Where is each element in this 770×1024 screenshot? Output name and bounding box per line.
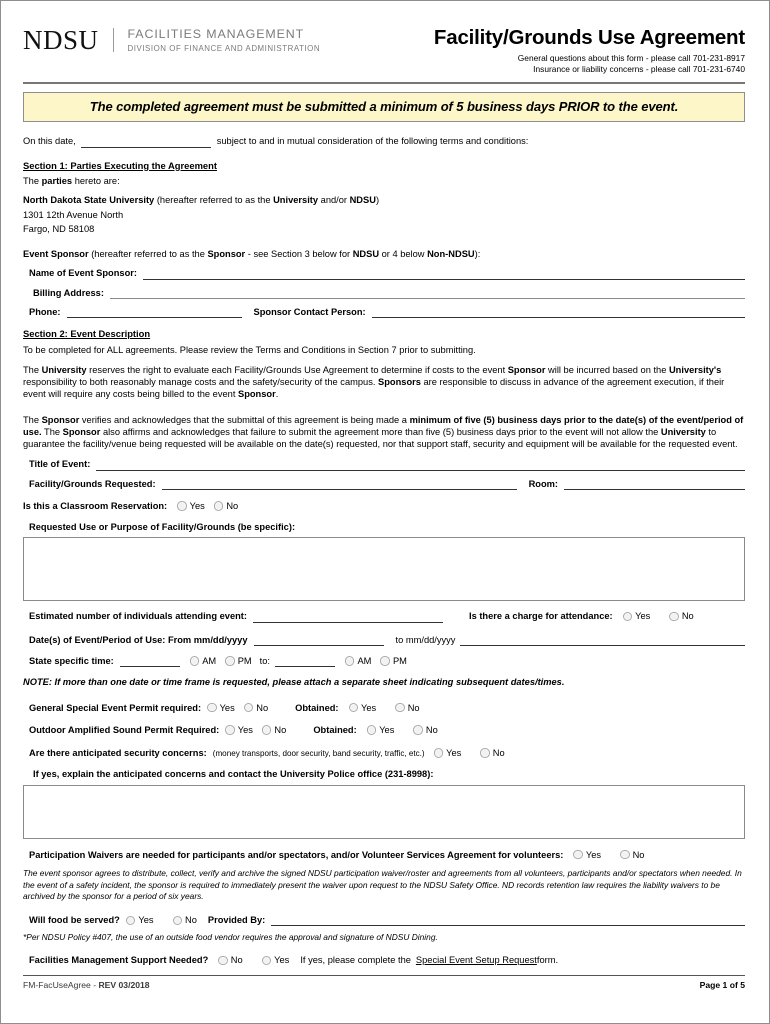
option-label: No <box>230 955 243 966</box>
permit-no-option[interactable] <box>240 702 273 714</box>
university-name-line: North Dakota State University (hereafter referred to as the University and/or NDSU) <box>23 195 380 206</box>
time-end-input[interactable] <box>275 655 335 667</box>
brand-lockup <box>23 27 320 54</box>
provided-by-input[interactable] <box>271 914 745 926</box>
radio-icon[interactable] <box>480 748 490 758</box>
charge-label: Is there a charge for attendance: <box>469 611 613 622</box>
time-label: State specific time: <box>29 656 114 667</box>
option-label: Yes <box>138 915 154 926</box>
parties-intro: The parties hereto are: <box>23 176 120 187</box>
radio-icon[interactable] <box>214 501 224 511</box>
section-2-paragraph-2: The Sponsor verifies and acknowledges that the submittal of this agreement is being made a minimum of five (5) business days prior to the date(s) of the event/period of use. The Sponsor also affirms and acknowledges that failure to submit the agreement more than five (5) business days prior to the event will not allow the University to guarantee the facility/venue being requested will be available on the date(s) requested, nor that support staff, security and equipment will be available for the requested event. <box>23 414 744 450</box>
page-number: Page 1 of 5 <box>699 980 745 991</box>
radio-icon[interactable] <box>244 703 254 713</box>
permit-yes-option[interactable] <box>207 702 240 714</box>
radio-icon[interactable] <box>262 725 272 735</box>
option-label: Yes <box>219 702 235 713</box>
radio-icon[interactable] <box>218 956 228 966</box>
phone-contact-row <box>23 306 745 318</box>
security-explain-block <box>23 768 745 838</box>
title-block <box>434 27 745 75</box>
end-am-option[interactable] <box>345 655 376 667</box>
option-label: No <box>492 748 505 759</box>
option-label: No <box>407 702 420 713</box>
radio-icon[interactable] <box>395 703 405 713</box>
page-header <box>23 1 745 75</box>
start-am-option[interactable] <box>190 655 221 667</box>
on-this-date-label: On this date, <box>23 136 76 147</box>
fm-support-row <box>23 954 745 966</box>
time-to-label: to: <box>259 656 270 667</box>
option-label: Yes <box>379 724 395 735</box>
sound-yes-option[interactable] <box>225 724 258 736</box>
radio-icon[interactable] <box>349 703 359 713</box>
option-label: AM <box>202 656 217 667</box>
estimated-attendance-label: Estimated number of individuals attending event: <box>29 611 247 622</box>
option-label: No <box>226 500 239 511</box>
food-served-row <box>23 914 745 926</box>
radio-icon[interactable] <box>380 656 390 666</box>
radio-icon[interactable] <box>345 656 355 666</box>
option-label: PM <box>237 656 252 667</box>
attendance-row <box>23 610 745 622</box>
option-label: Yes <box>237 724 253 735</box>
notice-banner: The completed agreement must be submitted a minimum of 5 business days PRIOR to the event. <box>23 92 745 122</box>
charge-yes-option[interactable] <box>619 610 656 622</box>
university-address-2: Fargo, ND 58108 <box>23 223 95 234</box>
radio-icon[interactable] <box>207 703 217 713</box>
sponsor-name-label: Name of Event Sponsor: <box>29 268 137 279</box>
food-no-option[interactable] <box>169 914 202 926</box>
radio-icon[interactable] <box>173 916 183 926</box>
date-from-input[interactable] <box>254 634 384 646</box>
waivers-fineprint: The event sponsor agrees to distribute, collect, verify and archive the signed NDSU participation waiver/roster and agreements from all volunteers, participants and/or spectators when needed. In the event of a safety incident, the sponsor is required to immediately present the waiver upon request to the NDSU Safety Office. ND records retention law requires the liability waivers to be archived by the sponsor for a period of six years. <box>23 867 742 902</box>
billing-address-input[interactable] <box>110 287 745 299</box>
phone-label: Phone: <box>29 306 61 317</box>
room-input[interactable] <box>564 478 745 490</box>
billing-address-label: Billing Address: <box>33 287 104 298</box>
radio-icon[interactable] <box>623 612 633 622</box>
food-served-label: Will food be served? <box>29 915 120 926</box>
fm-support-tail-b: form. <box>536 955 559 966</box>
option-label: Yes <box>189 500 205 511</box>
sound-obtained-yes-option[interactable] <box>363 724 400 736</box>
permit-obtained-yes-option[interactable] <box>345 702 382 714</box>
section-2-heading: Section 2: Event Description <box>23 328 151 340</box>
special-event-permit-label: General Special Event Permit required: <box>29 702 202 713</box>
sponsor-contact-input[interactable] <box>372 306 745 318</box>
security-explain-textarea[interactable] <box>23 785 745 839</box>
sponsor-name-input[interactable] <box>143 268 745 280</box>
classroom-no-option[interactable] <box>210 500 243 512</box>
option-label: No <box>681 611 694 622</box>
section-2-paragraph-1: The University reserves the right to evaluate each Facility/Grounds Use Agreement to determine if costs to the event Sponsor will be incurred based on the University's responsibility to both reasonably manage costs and the safety/security of the campus. Sponsors are responsible to discuss in advance of the agreement execution, if their event will require any costs being billed to the event Sponsor. <box>23 364 725 400</box>
dates-note: NOTE: If more than one date or time frame is requested, please attach a separate sheet indicating subsequent dates/times. <box>23 677 565 688</box>
university-address-1: 1301 12th Avenue North <box>23 209 124 220</box>
participation-waivers-row <box>23 849 745 861</box>
facility-room-row <box>23 478 745 490</box>
radio-icon[interactable] <box>573 850 583 860</box>
radio-icon[interactable] <box>225 725 235 735</box>
estimated-attendance-input[interactable] <box>253 611 443 623</box>
sound-obtained-no-option[interactable] <box>409 724 442 736</box>
waivers-no-option[interactable] <box>616 849 649 861</box>
title-of-event-input[interactable] <box>96 459 745 471</box>
billing-address-row <box>23 287 745 299</box>
room-label: Room: <box>528 478 558 489</box>
option-label: No <box>425 724 438 735</box>
division-name: DIVISION OF FINANCE AND ADMINISTRATION <box>127 43 321 53</box>
facility-input[interactable] <box>162 478 517 490</box>
security-concerns-row <box>23 747 745 759</box>
contact-line-1: General questions about this form - please call 701-231-8917 <box>517 52 745 63</box>
radio-icon[interactable] <box>669 612 679 622</box>
radio-icon[interactable] <box>262 956 272 966</box>
facility-label: Facility/Grounds Requested: <box>29 478 156 489</box>
waivers-yes-option[interactable] <box>569 849 606 861</box>
end-pm-option[interactable] <box>376 655 411 667</box>
event-dates-row <box>23 634 745 646</box>
event-time-row <box>23 655 745 667</box>
radio-icon[interactable] <box>413 725 423 735</box>
classroom-reservation-label: Is this a Classroom Reservation: <box>23 500 168 511</box>
sponsor-name-row <box>23 267 745 279</box>
security-concerns-label: Are there anticipated security concerns: <box>29 748 207 759</box>
event-sponsor-intro: Event Sponsor (hereafter referred to as the Sponsor - see Section 3 below for NDSU or 4 below Non-NDSU): <box>23 249 481 260</box>
date-input[interactable] <box>81 136 211 148</box>
special-event-permit-row <box>23 702 745 714</box>
phone-input[interactable] <box>67 306 242 318</box>
security-explain-label: If yes, explain the anticipated concerns and contact the University Police office (231-8998): <box>33 769 434 780</box>
option-label: No <box>256 702 269 713</box>
section-1-heading: Section 1: Parties Executing the Agreement <box>23 159 217 171</box>
option-label: No <box>632 849 645 860</box>
time-start-input[interactable] <box>120 655 180 667</box>
form-identifier: FM-FacUseAgree - REV 03/2018 <box>23 980 150 991</box>
start-pm-option[interactable] <box>221 655 256 667</box>
provided-by-label: Provided By: <box>207 915 266 926</box>
on-this-date-suffix: subject to and in mutual consideration of the following terms and conditions: <box>216 136 529 147</box>
option-label: Yes <box>361 702 377 713</box>
purpose-textarea[interactable] <box>23 537 745 601</box>
header-rule <box>23 82 745 84</box>
title-of-event-row <box>23 458 745 470</box>
dates-to-label: to mm/dd/yyyy <box>395 634 456 645</box>
sound-permit-row <box>23 724 745 736</box>
permit-obtained-label: Obtained: <box>295 702 339 713</box>
fm-support-tail-a: If yes, please complete the <box>300 955 411 966</box>
form-body <box>23 122 745 991</box>
dates-from-label: Date(s) of Event/Period of Use: From mm/dd/yyyy <box>29 634 248 645</box>
radio-icon[interactable] <box>190 656 200 666</box>
sound-permit-label: Outdoor Amplified Sound Permit Required: <box>29 724 220 735</box>
radio-icon[interactable] <box>177 501 187 511</box>
option-label: AM <box>357 656 372 667</box>
radio-icon[interactable] <box>367 725 377 735</box>
security-yes-option[interactable] <box>430 747 467 759</box>
page-footer <box>23 976 745 991</box>
classroom-yes-option[interactable] <box>173 500 210 512</box>
permit-obtained-no-option[interactable] <box>391 702 424 714</box>
title-of-event-label: Title of Event: <box>29 459 91 470</box>
classroom-reservation-row <box>23 500 745 512</box>
radio-icon[interactable] <box>434 748 444 758</box>
purpose-label: Requested Use or Purpose of Facility/Grounds (be specific): <box>29 522 296 533</box>
sound-obtained-label: Obtained: <box>313 724 357 735</box>
special-event-setup-request-link[interactable]: Special Event Setup Request <box>415 955 537 966</box>
option-label: No <box>185 915 197 926</box>
option-label: Yes <box>635 611 651 622</box>
participation-waivers-label: Participation Waivers are needed for participants and/or spectators, and/or Volunteer Services Agreement for volunteers: <box>29 849 564 860</box>
security-examples: (money transports, door security, band security, traffic, etc.) <box>212 748 425 758</box>
charge-no-option[interactable] <box>665 610 698 622</box>
option-label: Yes <box>585 849 602 860</box>
food-fineprint: *Per NDSU Policy #407, the use of an outside food vendor requires the approval and signature of NDSU Dining. <box>23 932 438 943</box>
option-label: Yes <box>446 748 462 759</box>
sound-no-option[interactable] <box>258 724 291 736</box>
security-no-option[interactable] <box>476 747 509 759</box>
on-this-date-row <box>23 135 745 147</box>
contact-line-2: Insurance or liability concerns - please call 701-231-6740 <box>533 63 745 74</box>
date-to-input[interactable] <box>460 634 745 646</box>
page-title: Facility/Grounds Use Agreement <box>433 26 745 49</box>
option-label: No <box>274 724 287 735</box>
ndsu-logo: NDSU <box>23 25 99 55</box>
purpose-block <box>23 521 745 601</box>
radio-icon[interactable] <box>126 916 136 926</box>
fm-support-yes-option[interactable] <box>258 954 295 966</box>
food-yes-option[interactable] <box>126 914 159 926</box>
department-name: FACILITIES MANAGEMENT <box>127 27 305 41</box>
option-label: Yes <box>274 955 290 966</box>
radio-icon[interactable] <box>620 850 630 860</box>
option-label: PM <box>392 656 407 667</box>
fm-support-no-option[interactable] <box>214 954 247 966</box>
fm-support-label: Facilities Management Support Needed? <box>29 955 209 966</box>
section-2-subhead: To be completed for ALL agreements. Please review the Terms and Conditions in Section 7 prior to submitting. <box>23 344 476 355</box>
department-block <box>114 27 321 54</box>
sponsor-contact-label: Sponsor Contact Person: <box>253 306 366 317</box>
radio-icon[interactable] <box>225 656 235 666</box>
